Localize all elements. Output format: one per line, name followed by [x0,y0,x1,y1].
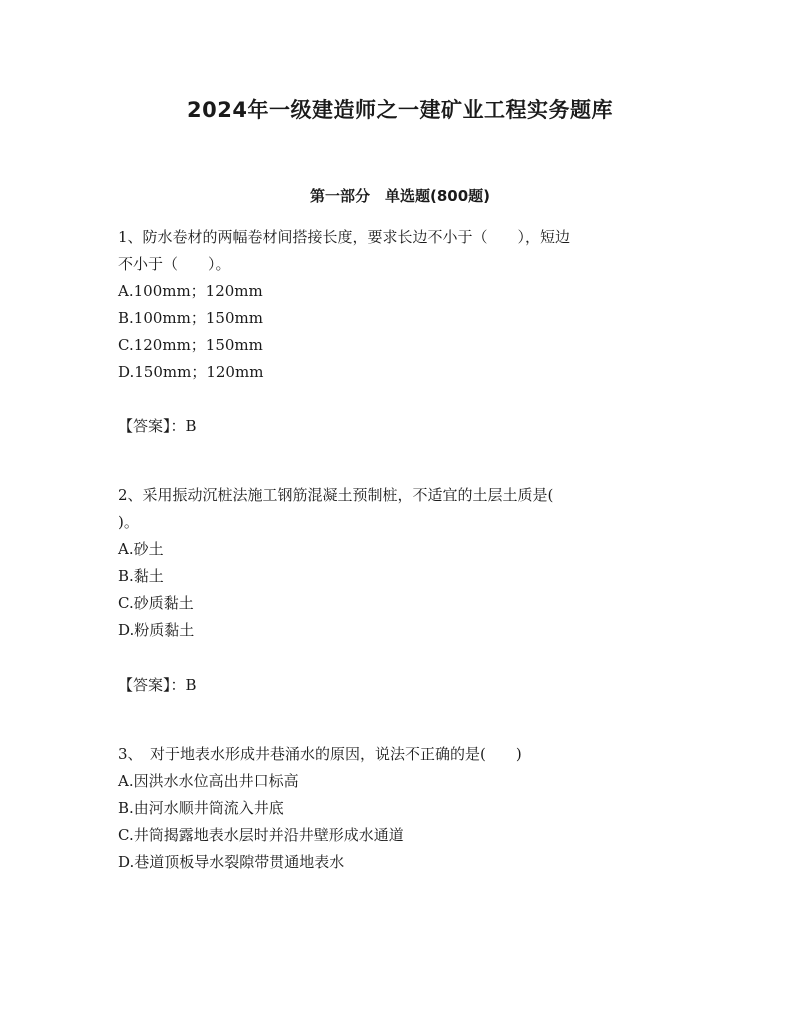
question-3-stem: 3、 对于地表水形成井巷涌水的原因，说法不正确的是( ) [118,745,522,763]
section-heading: 第一部分 单选题(800题) [309,187,491,205]
question-2-stem-line-2: )。 [118,513,139,531]
question-1-stem-line-2: 不小于（ ）。 [118,255,231,273]
question-2-option-b: B.黏土 [118,567,164,585]
question-3-option-a: A.因洪水水位高出井口标高 [118,772,299,790]
question-2-stem-line-1: 2、采用振动沉桩法施工钢筋混凝土预制桩，不适宜的土层土质是( [118,486,554,504]
question-3-option-c: C.井筒揭露地表水层时并沿井壁形成水通道 [118,826,404,844]
question-1-option-a: A.100mm；120mm [118,282,263,300]
question-1-stem-line-1: 1、防水卷材的两幅卷材间搭接长度，要求长边不小于（ ），短边 [118,228,571,246]
question-2-option-d: D.粉质黏土 [118,621,195,639]
question-1-answer: 【答案】：B [118,417,197,435]
question-1-option-b: B.100mm；150mm [118,309,263,327]
question-1-option-d: D.150mm；120mm [118,363,264,381]
question-2-option-a: A.砂土 [118,540,164,558]
question-1-option-c: C.120mm；150mm [118,336,263,354]
document-title: 2024年一级建造师之一建矿业工程实务题库 [187,98,613,122]
question-3-option-b: B.由河水顺井筒流入井底 [118,799,284,817]
question-2-answer: 【答案】：B [118,676,197,694]
question-3-option-d: D.巷道顶板导水裂隙带贯通地表水 [118,853,345,871]
question-2-option-c: C.砂质黏土 [118,594,194,612]
